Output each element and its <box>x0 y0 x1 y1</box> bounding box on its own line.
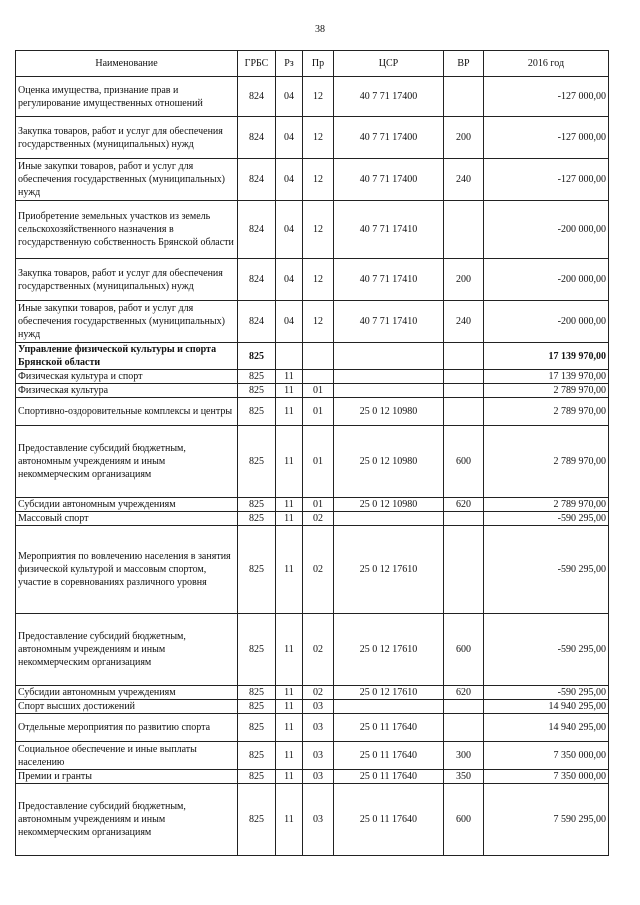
cell-amount: -200 000,00 <box>484 301 609 343</box>
cell-pr: 03 <box>303 770 334 784</box>
cell-grbs: 825 <box>238 426 276 498</box>
cell-rz: 04 <box>276 77 303 117</box>
cell-name: Социальное обеспечение и иные выплаты населению <box>16 742 238 770</box>
cell-amount: -127 000,00 <box>484 77 609 117</box>
table-row <box>16 259 609 301</box>
cell-grbs: 825 <box>238 498 276 512</box>
cell-pr: 12 <box>303 201 334 259</box>
cell-amount: -200 000,00 <box>484 201 609 259</box>
header-grbs: ГРБС <box>238 51 276 77</box>
cell-name: Спортивно-оздоровительные комплексы и центры <box>16 398 238 426</box>
cell-vr: 300 <box>444 742 484 770</box>
table-row <box>16 770 609 784</box>
cell-name: Спорт высших достижений <box>16 700 238 714</box>
cell-pr: 12 <box>303 117 334 159</box>
cell-csr: 25 0 12 17610 <box>334 614 444 686</box>
cell-grbs: 825 <box>238 686 276 700</box>
cell-rz: 04 <box>276 159 303 201</box>
cell-pr: 02 <box>303 512 334 526</box>
cell-csr: 25 0 12 17610 <box>334 686 444 700</box>
cell-vr: 240 <box>444 301 484 343</box>
table-row <box>16 117 609 159</box>
table-row <box>16 714 609 742</box>
cell-csr <box>334 370 444 384</box>
cell-name: Закупка товаров, работ и услуг для обеспечения государственных (муниципальных) нужд <box>16 117 238 159</box>
header-name: Наименование <box>16 51 238 77</box>
cell-pr: 02 <box>303 526 334 614</box>
cell-rz: 04 <box>276 301 303 343</box>
cell-amount: 2 789 970,00 <box>484 498 609 512</box>
cell-csr: 25 0 12 10980 <box>334 426 444 498</box>
cell-grbs: 825 <box>238 384 276 398</box>
cell-vr <box>444 77 484 117</box>
cell-vr <box>444 714 484 742</box>
cell-grbs: 824 <box>238 159 276 201</box>
cell-rz: 11 <box>276 770 303 784</box>
table-row <box>16 384 609 398</box>
cell-vr: 600 <box>444 426 484 498</box>
cell-vr: 200 <box>444 117 484 159</box>
cell-vr <box>444 398 484 426</box>
cell-vr <box>444 384 484 398</box>
cell-csr <box>334 700 444 714</box>
cell-csr <box>334 384 444 398</box>
cell-name: Физическая культура и спорт <box>16 370 238 384</box>
cell-amount: 2 789 970,00 <box>484 426 609 498</box>
cell-name: Иные закупки товаров, работ и услуг для обеспечения государственных (муниципальных) нужд <box>16 301 238 343</box>
cell-pr: 02 <box>303 686 334 700</box>
cell-grbs: 825 <box>238 700 276 714</box>
cell-rz: 04 <box>276 259 303 301</box>
cell-pr: 12 <box>303 301 334 343</box>
cell-amount: -590 295,00 <box>484 526 609 614</box>
cell-csr: 40 7 71 17410 <box>334 301 444 343</box>
header-year: 2016 год <box>484 51 609 77</box>
cell-amount: 7 350 000,00 <box>484 770 609 784</box>
table-row <box>16 526 609 614</box>
table-header-row <box>16 51 609 77</box>
cell-grbs: 825 <box>238 742 276 770</box>
cell-pr: 03 <box>303 784 334 856</box>
cell-pr: 01 <box>303 384 334 398</box>
cell-rz: 04 <box>276 117 303 159</box>
table-row <box>16 742 609 770</box>
cell-vr <box>444 343 484 370</box>
cell-pr: 03 <box>303 714 334 742</box>
cell-vr: 240 <box>444 159 484 201</box>
cell-grbs: 824 <box>238 201 276 259</box>
cell-pr: 01 <box>303 498 334 512</box>
cell-name: Закупка товаров, работ и услуг для обеспечения государственных (муниципальных) нужд <box>16 259 238 301</box>
cell-csr: 40 7 71 17400 <box>334 117 444 159</box>
cell-grbs: 825 <box>238 784 276 856</box>
cell-vr <box>444 512 484 526</box>
cell-csr: 25 0 12 10980 <box>334 498 444 512</box>
cell-rz: 11 <box>276 700 303 714</box>
cell-name: Управление физической культуры и спорта Брянской области <box>16 343 238 370</box>
cell-amount: 14 940 295,00 <box>484 714 609 742</box>
table-row <box>16 370 609 384</box>
cell-name: Массовый спорт <box>16 512 238 526</box>
cell-grbs: 824 <box>238 117 276 159</box>
cell-csr: 40 7 71 17410 <box>334 201 444 259</box>
cell-grbs: 825 <box>238 714 276 742</box>
header-rz: Рз <box>276 51 303 77</box>
cell-name: Субсидии автономным учреждениям <box>16 686 238 700</box>
cell-rz: 04 <box>276 201 303 259</box>
cell-grbs: 824 <box>238 301 276 343</box>
header-pr: Пр <box>303 51 334 77</box>
cell-pr: 12 <box>303 259 334 301</box>
cell-name: Мероприятия по вовлечению населения в занятия физической культурой и массовым спортом, участие в соревнованиях различного уровня <box>16 526 238 614</box>
cell-amount: -127 000,00 <box>484 159 609 201</box>
cell-csr <box>334 343 444 370</box>
cell-name: Субсидии автономным учреждениям <box>16 498 238 512</box>
cell-vr: 200 <box>444 259 484 301</box>
cell-name: Предоставление субсидий бюджетным, автономным учреждениям и иным некоммерческим организациям <box>16 784 238 856</box>
table-row <box>16 614 609 686</box>
table-row <box>16 498 609 512</box>
cell-amount: 17 139 970,00 <box>484 370 609 384</box>
table-row <box>16 784 609 856</box>
cell-pr: 01 <box>303 426 334 498</box>
cell-amount: -590 295,00 <box>484 686 609 700</box>
cell-vr: 600 <box>444 614 484 686</box>
cell-grbs: 825 <box>238 526 276 614</box>
table-body <box>16 77 609 856</box>
table-row <box>16 77 609 117</box>
cell-amount: 2 789 970,00 <box>484 384 609 398</box>
table-row <box>16 159 609 201</box>
cell-vr <box>444 370 484 384</box>
table-row <box>16 201 609 259</box>
cell-name: Предоставление субсидий бюджетным, автономным учреждениям и иным некоммерческим организациям <box>16 426 238 498</box>
cell-pr: 02 <box>303 614 334 686</box>
cell-amount: -590 295,00 <box>484 512 609 526</box>
table-row <box>16 686 609 700</box>
cell-rz: 11 <box>276 614 303 686</box>
table-row <box>16 301 609 343</box>
cell-pr <box>303 343 334 370</box>
table-row <box>16 398 609 426</box>
cell-rz: 11 <box>276 784 303 856</box>
cell-vr: 350 <box>444 770 484 784</box>
cell-rz: 11 <box>276 714 303 742</box>
cell-rz: 11 <box>276 384 303 398</box>
cell-amount: -127 000,00 <box>484 117 609 159</box>
header-csr: ЦСР <box>334 51 444 77</box>
cell-name: Физическая культура <box>16 384 238 398</box>
cell-amount: 7 350 000,00 <box>484 742 609 770</box>
cell-rz: 11 <box>276 398 303 426</box>
cell-vr <box>444 201 484 259</box>
cell-vr <box>444 700 484 714</box>
cell-vr <box>444 526 484 614</box>
cell-pr: 12 <box>303 159 334 201</box>
cell-csr: 25 0 12 17610 <box>334 526 444 614</box>
cell-rz: 11 <box>276 426 303 498</box>
cell-pr <box>303 370 334 384</box>
cell-grbs: 825 <box>238 614 276 686</box>
cell-name: Предоставление субсидий бюджетным, автономным учреждениям и иным некоммерческим организациям <box>16 614 238 686</box>
cell-name: Иные закупки товаров, работ и услуг для обеспечения государственных (муниципальных) нужд <box>16 159 238 201</box>
cell-amount: 17 139 970,00 <box>484 343 609 370</box>
cell-rz <box>276 343 303 370</box>
cell-csr: 25 0 12 10980 <box>334 398 444 426</box>
table-row <box>16 700 609 714</box>
cell-amount: 2 789 970,00 <box>484 398 609 426</box>
cell-grbs: 825 <box>238 343 276 370</box>
cell-csr: 25 0 11 17640 <box>334 784 444 856</box>
cell-grbs: 825 <box>238 512 276 526</box>
cell-csr: 40 7 71 17400 <box>334 159 444 201</box>
cell-grbs: 825 <box>238 370 276 384</box>
cell-amount: -590 295,00 <box>484 614 609 686</box>
cell-vr: 620 <box>444 498 484 512</box>
cell-grbs: 825 <box>238 770 276 784</box>
cell-csr <box>334 512 444 526</box>
cell-amount: -200 000,00 <box>484 259 609 301</box>
cell-pr: 12 <box>303 77 334 117</box>
cell-pr: 03 <box>303 742 334 770</box>
header-vr: ВР <box>444 51 484 77</box>
cell-amount: 7 590 295,00 <box>484 784 609 856</box>
cell-csr: 40 7 71 17400 <box>334 77 444 117</box>
cell-name: Приобретение земельных участков из земель сельскохозяйственного назначения в государственную собственность Брянской области <box>16 201 238 259</box>
cell-pr: 03 <box>303 700 334 714</box>
cell-grbs: 824 <box>238 77 276 117</box>
cell-name: Оценка имущества, признание прав и регулирование имущественных отношений <box>16 77 238 117</box>
table-row <box>16 343 609 370</box>
cell-rz: 11 <box>276 686 303 700</box>
cell-grbs: 825 <box>238 398 276 426</box>
cell-pr: 01 <box>303 398 334 426</box>
budget-table <box>15 50 609 856</box>
cell-rz: 11 <box>276 512 303 526</box>
cell-csr: 25 0 11 17640 <box>334 714 444 742</box>
cell-rz: 11 <box>276 370 303 384</box>
cell-name: Отдельные мероприятия по развитию спорта <box>16 714 238 742</box>
cell-name: Премии и гранты <box>16 770 238 784</box>
cell-rz: 11 <box>276 742 303 770</box>
cell-amount: 14 940 295,00 <box>484 700 609 714</box>
cell-rz: 11 <box>276 526 303 614</box>
cell-rz: 11 <box>276 498 303 512</box>
cell-csr: 25 0 11 17640 <box>334 770 444 784</box>
page-number: 38 <box>315 24 325 35</box>
cell-csr: 40 7 71 17410 <box>334 259 444 301</box>
cell-csr: 25 0 11 17640 <box>334 742 444 770</box>
cell-vr: 600 <box>444 784 484 856</box>
cell-grbs: 824 <box>238 259 276 301</box>
table-row <box>16 426 609 498</box>
cell-vr: 620 <box>444 686 484 700</box>
table-row <box>16 512 609 526</box>
